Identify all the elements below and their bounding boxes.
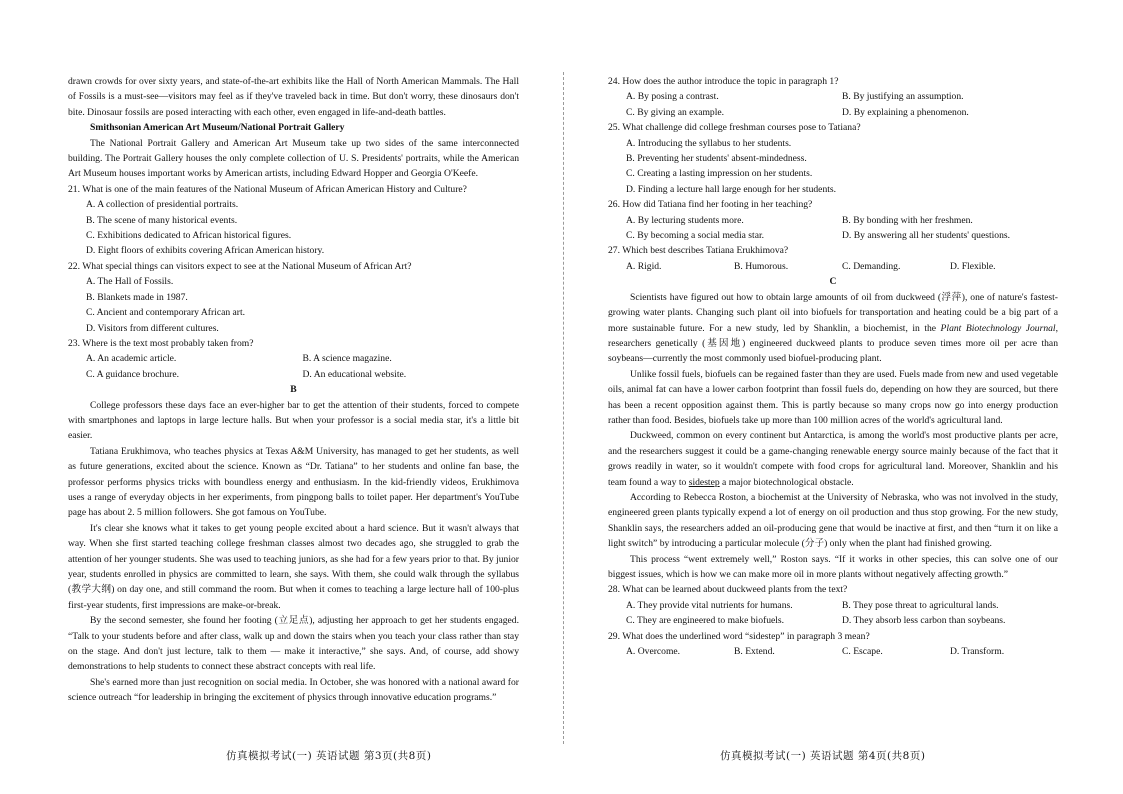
- option[interactable]: A. By lecturing students more.: [626, 214, 744, 226]
- question-stem: 28. What can be learned about duckweed plants from the text?: [608, 584, 848, 596]
- option[interactable]: A. They provide vital nutrients for humans.: [626, 599, 793, 611]
- question-stem: 27. Which best describes Tatiana Erukhimova?: [608, 245, 789, 257]
- option[interactable]: B. By justifying an assumption.: [842, 91, 964, 103]
- passage-c-paragraph-3: [608, 428, 1058, 490]
- question-26: [608, 197, 1058, 243]
- paragraph-text: Scientists have figured out how to obtain large amounts of oil from duckweed (浮萍), one of nature's fastest-growing water plants. Changing such plant oil into biofuels for transportation and heating could be a big part of a more sustainable future. For a new study, led by Shanklin, a biochemist, in the: [608, 291, 1058, 334]
- option[interactable]: B. By bonding with her freshmen.: [842, 214, 973, 226]
- option[interactable]: B. The scene of many historical events.: [86, 214, 238, 226]
- passage-c-paragraph-1: [608, 290, 1058, 367]
- option[interactable]: A. A collection of presidential portraits.: [86, 199, 239, 211]
- question-22: [68, 259, 519, 336]
- option[interactable]: C. By becoming a social media star.: [626, 230, 765, 242]
- passage-c-paragraph-5: This process “went extremely well,” Roston says. “If it works in other species, this can solve one of our biggest issues, which is how we can make more oil in more plants without negatively affecting growth.”: [608, 553, 1058, 580]
- passage-b-paragraph-2: Tatiana Erukhimova, who teaches physics at Texas A&M University, has managed to get her students, as well as future generations, excited about the science. Known as “Dr. Tatiana” to her students and online fan base, the professor performs physics tricks with boundless energy and enthusiasm. In the kid-friendly videos, Erukhimova uses a range of everyday objects in her experiments, from pingpong balls to toilet paper. Her department's YouTube page has about 2. 5 million followers. She got famous on YouTube.: [68, 445, 519, 519]
- option[interactable]: D. Transform.: [950, 646, 1005, 658]
- option-list: [608, 89, 1058, 120]
- right-page: [608, 74, 1058, 659]
- option[interactable]: C. Exhibitions dedicated to African historical figures.: [86, 230, 292, 242]
- question-stem: 25. What challenge did college freshman courses pose to Tatiana?: [608, 122, 861, 134]
- question-27: [608, 243, 1058, 274]
- option[interactable]: A. By posing a contrast.: [626, 91, 719, 103]
- option[interactable]: D. Visitors from different cultures.: [86, 322, 219, 334]
- question-stem: 29. What does the underlined word “sidestep” in paragraph 3 mean?: [608, 630, 870, 642]
- journal-title: Plant Biotechnology Journal: [940, 322, 1056, 334]
- option-list: [608, 598, 1058, 629]
- option[interactable]: C. By giving an example.: [626, 106, 725, 118]
- underlined-word: sidestep: [688, 476, 720, 488]
- intro-paragraph: drawn crowds for over sixty years, and state-of-the-art exhibits like the Hall of North American Mammals. The Hall of Fossils is a must-see—visitors may feel as if they've traveled back in time. But don't worry, these dinosaurs don't bite. Dinosaur fossils are posed interacting with each other, even engaged in life-and-death battles.: [68, 76, 519, 118]
- option[interactable]: D. Eight floors of exhibits covering African American history.: [86, 245, 325, 257]
- question-21: [68, 182, 519, 259]
- option-list: [608, 136, 1058, 198]
- question-stem: 21. What is one of the main features of the National Museum of African American History and Culture?: [68, 183, 467, 195]
- option-list: [68, 274, 519, 336]
- option[interactable]: D. They absorb less carbon than soybeans.: [842, 615, 1006, 627]
- option[interactable]: B. Humorous.: [734, 260, 789, 272]
- option[interactable]: A. Rigid.: [626, 260, 662, 272]
- option[interactable]: D. By answering all her students' questions.: [842, 230, 1010, 242]
- option[interactable]: D. Flexible.: [950, 260, 996, 272]
- question-25: [608, 120, 1058, 197]
- paragraph-text: , researchers genetically (基因地) engineered duckweed plants to produce seven times more oil per acre than soybeans—currently the most commonly used biofuel-producing plant.: [608, 322, 1058, 365]
- paragraph-text: Duckweed, common on every continent but Antarctica, is among the world's most productive plants per acre, and the researchers suggest it could be a game-changing renewable energy source mainly because of the fact that it grows readily in water, so it wouldn't compete with food crops for agricultural land. Moreover, Shanklin and his team found a way to: [608, 430, 1058, 488]
- question-stem: 22. What special things can visitors expect to see at the National Museum of African Art?: [68, 260, 412, 272]
- question-stem: 24. How does the author introduce the topic in paragraph 1?: [608, 76, 839, 87]
- passage-b-paragraph-4: By the second semester, she found her footing (立足点), adjusting her approach to get her students engaged. “Talk to your students before and after class, walk up and down the stairs when you teach your class rather than stay on the stage. And don't just lecture, talk to them — make it interactive,” she says. And, of course, add showy demonstrations to help students to connect these abstract concepts with real life.: [68, 615, 519, 673]
- question-29: [608, 629, 1058, 660]
- option[interactable]: B. Preventing her students' absent-mindedness.: [626, 153, 807, 165]
- option[interactable]: D. Finding a lecture hall large enough for her students.: [626, 183, 837, 195]
- option[interactable]: C. Creating a lasting impression on her students.: [626, 168, 813, 180]
- left-page: [68, 74, 519, 706]
- option[interactable]: A. The Hall of Fossils.: [86, 276, 174, 288]
- gallery-heading: Smithsonian American Art Museum/National Portrait Gallery: [90, 122, 345, 134]
- gallery-paragraph: The National Portrait Gallery and American Art Museum take up two sides of the same interconnected building. The Portrait Gallery houses the only complete collection of U. S. Presidents' portraits, while the American Art Museum houses important works by American artists, including Edward Hopper and Georgia O'Keefe.: [68, 137, 519, 180]
- option[interactable]: B. They pose threat to agricultural lands.: [842, 599, 999, 611]
- passage-b-paragraph-5: She's earned more than just recognition on social media. In October, she was honored with a national award for science outreach “for leadership in bringing the excitement of physics through innovative education programs.”: [68, 676, 519, 704]
- passage-c-paragraph-2: Unlike fossil fuels, biofuels can be regained faster than they are used. Fuels made from new and used vegetable oils, animal fat can have a lower carbon footprint than fossil fuels do, depending on how they are sourced, but there has been a recent opposition against them. This is partly because so many crops now go into energy production rather than food. Besides, biofuels take up more than 100 million acres of the world's agricultural land.: [608, 368, 1058, 426]
- passage-b-paragraph-3: It's clear she knows what it takes to get young people excited about a hard science. But it wasn't always that way. When she first started teaching college freshman classes almost two decades ago, she struggled to grab the attention of her younger students. She was used to teaching juniors, as she had for a few years prior to that. By junior year, students enrolled in physics are committed to learn, she says. With them, she could walk through the syllabus (教学大纲) on day one, and still command the room. But when it comes to teaching a large lecture hall of 100-plus first-year students, first impressions are make-or-break.: [68, 522, 519, 611]
- page-footer-left: 仿真模拟考试(一) 英语试题 第3页(共8页): [226, 750, 432, 762]
- option[interactable]: A. An academic article.: [86, 353, 177, 365]
- option[interactable]: B. Blankets made in 1987.: [86, 291, 188, 303]
- option[interactable]: B. A science magazine.: [302, 353, 392, 365]
- question-23: [68, 336, 519, 382]
- option[interactable]: C. Demanding.: [842, 260, 901, 272]
- question-stem: 26. How did Tatiana find her footing in her teaching?: [608, 199, 813, 211]
- option-list: [608, 259, 1058, 274]
- option-list: [68, 351, 519, 382]
- option[interactable]: C. They are engineered to make biofuels.: [626, 615, 785, 627]
- option-list: [68, 197, 519, 259]
- page-footer-right: 仿真模拟考试(一) 英语试题 第4页(共8页): [720, 750, 926, 762]
- passage-b-paragraph-1: College professors these days face an ever-higher bar to get the attention of their students, forced to compete with smartphones and laptops in large lecture halls. But when your professor is a social media star, it's a little bit easier.: [68, 399, 519, 442]
- option[interactable]: A. Introducing the syllabus to her students.: [626, 137, 792, 149]
- option[interactable]: A. Overcome.: [626, 646, 681, 658]
- option-list: [608, 644, 1058, 659]
- option[interactable]: C. Escape.: [842, 646, 883, 658]
- page-divider: [563, 72, 564, 744]
- option[interactable]: B. Extend.: [734, 646, 775, 658]
- question-stem: 23. Where is the text most probably taken from?: [68, 337, 254, 349]
- question-28: [608, 582, 1058, 628]
- option[interactable]: C. Ancient and contemporary African art.: [86, 307, 246, 319]
- question-24: [608, 74, 1058, 120]
- option-list: [608, 213, 1058, 244]
- section-c-title: C: [829, 276, 837, 288]
- option[interactable]: C. A guidance brochure.: [86, 368, 179, 380]
- paragraph-text: a major biotechnological obstacle.: [719, 476, 854, 488]
- section-b-title: B: [290, 384, 297, 396]
- option[interactable]: D. An educational website.: [302, 368, 407, 380]
- passage-c-paragraph-4: According to Rebecca Roston, a biochemist at the University of Nebraska, who was not involved in the study, engineered green plants typically expend a lot of energy on oil production and thus stop growing. For the new study, Shanklin says, the researchers added an oil-producing gene that would be inactive at first, and then “turn it on like a light switch” by introducing a particular molecule (分子) only when the plant had finished growing.: [608, 491, 1058, 550]
- option[interactable]: D. By explaining a phenomenon.: [842, 106, 969, 118]
